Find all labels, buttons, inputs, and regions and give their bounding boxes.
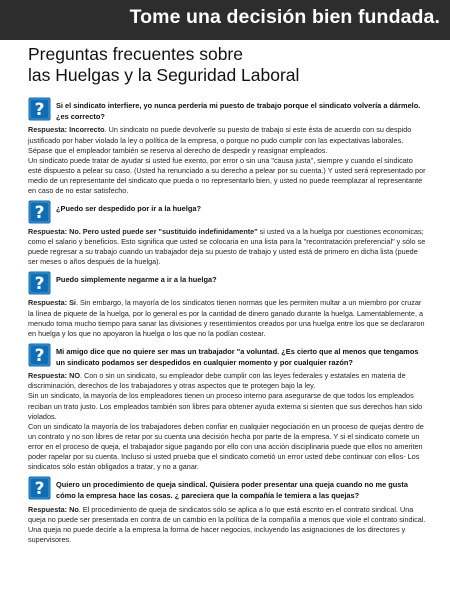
svg-text:?: ? [34, 479, 45, 500]
faq-item [28, 476, 428, 545]
faq-question: Quiero un procedimiento de queja sindical. Quisiera poder presentar una queja cuando no me gusta cómo la empresa hace las cosas. ¿ pareciera que la compañía le temiera a las quejas? [56, 480, 408, 501]
answer-paragraph [28, 505, 428, 545]
page-title [28, 44, 428, 86]
faq-list [28, 97, 428, 545]
faq-answer [28, 505, 428, 545]
svg-text:?: ? [34, 345, 45, 366]
faq-answer [28, 227, 428, 267]
answer-text: si usted va a la huelga por cuestiones economicas; como el salario y beneficios. Esto significa que usted se colocaria en una lista para la "recontratación preferencial" y sólo se puede regresar a su trabajo cuando un trabajador deja su puesto de trabajo y usted está de primero en dicha lista (puede ser meses o años después de la huelga). [28, 227, 426, 267]
answer-lead: Respuesta: Incorrecto [28, 125, 105, 135]
header-banner [0, 0, 450, 40]
faq-item [28, 343, 428, 472]
faq-answer [28, 125, 428, 196]
question-mark-icon [28, 271, 51, 295]
page-title-line-1: Preguntas frecuentes sobre [28, 44, 243, 64]
page-title-line-2: las Huelgas y la Seguridad Laboral [28, 65, 300, 85]
faq-question: ¿Puedo ser despedido por ir a la huelga? [56, 204, 201, 214]
faq-answer [28, 371, 428, 472]
question-mark-icon [28, 200, 51, 224]
faq-item [28, 200, 428, 267]
answer-lead: Respuesta: NO [28, 371, 80, 381]
svg-text:?: ? [34, 274, 45, 295]
svg-text:?: ? [34, 203, 45, 224]
answer-text: . Sin embargo, la mayoría de los sindicatos tienen normas que les permiten multar a un miembro por cruzar la línea de piquete de la huelga, por lo general es por la cantidad de dinero ganado durante la huelga. Lamentablemente, a menudo toma mucho tiempo para sanar las divisiones y resentimientos creados por una huelga entre los que se declararon en huelga y los que no apoyaron la huelga o los que no la podían costear. [28, 298, 425, 338]
answer-paragraph [28, 125, 428, 155]
answer-paragraph: Un sindicato puede tratar de ayudar si usted fue exento, por error o sin una "causa justa", siempre y cuando el sindicato esté dispuesto a pelear su caso. (Usted ha renunciado a su derecho a pelear por su cuenta.) Y usted será representado por medio de un representante del sindicato que pueda o no representarlo bien, y usted no puede reemplazar al representante en caso de no estar satisfecho. [28, 155, 426, 195]
faq-item [28, 97, 428, 196]
answer-text: . El procedimiento de queja de sindicatos sólo se aplica a lo que está escrito en el contrato sindical. Una queja no puede ser presentada en contra de un cambio en la política de la compañía a menos que viole el contrato sindical. Una queja no puede decirle a la empresa la forma de hacer negocios, incluyendo las asignaciones de los directores y supervisores. [28, 504, 426, 544]
svg-text:?: ? [34, 100, 45, 120]
answer-lead: Respuesta: No [28, 504, 79, 514]
faq-question: Puedo simplemente negarme a ir a la huelga? [56, 275, 217, 285]
faq-answer [28, 298, 428, 338]
faq-question: Mi amigo dice que no quiere ser mas un trabajador "a voluntad. ¿Es cierto que al menos que tengamos un sindicato podamos ser despedidos en cualquier momento y por cualquier razón? [56, 346, 419, 368]
answer-paragraph: Con un sindicato la mayoría de los trabajadores deben confiar en cualquier negociación en un proceso de quejas dentro de un contrato y no son libres de retar por su cuenta una decisión hecha por parte de la empresa. Y si el sindicato comete un error en el proceso de queja, el trabajador sigue pagando por ello con una acción disciplinaria puede que ellos no ameriten poder rapelar por su cuenta. Incluso si usted prueba que el sindicato cometió un error usted debe continuar con ellos- Los sindicatos sólo están obligados a tratar, y no a ganar. [28, 421, 424, 472]
answer-text: . Con o sin un sindicato, su empleador debe cumplir con las leyes federales y estatales en materia de discriminación, derechos de los trabajadores y otras aspectos que te protegen bajo la ley. [28, 371, 406, 391]
answer-paragraph [28, 298, 428, 338]
answer-lead: Respuesta: Si [28, 298, 76, 308]
banner-title: Tome una decisión bien fundada. [129, 6, 440, 28]
question-mark-icon [28, 97, 51, 121]
faq-question: Si el sindicato interfiere, yo nunca perdería mi puesto de trabajo porque el sindicato volvería a dármelo. ¿es correcto? [56, 101, 421, 122]
answer-lead: Respuesta: No. Pero usted puede ser "sustituido indefinidamente" [28, 227, 258, 237]
answer-text: . Un sindicato no puede devolverle su puesto de trabajo si este ésta de acuerdo con su despido justificado por haber violado la ley o política de la empresa, o porque no pudo cumplir con las expectativas laborales. Sépase que el empleador también se reserva al derecho de despedir y reasignar empleados. [28, 125, 412, 155]
answer-paragraph [28, 227, 428, 267]
question-mark-icon [28, 343, 51, 367]
answer-paragraph: Sin un sindicato, la mayoría de los empleadores tienen un proceso interno para asegurarse de que todos los empleados reciban un trato justo. Los empleados también son libres para obtener ayuda externa si sienten que sus derechos han sido violados. [28, 391, 423, 421]
answer-paragraph [28, 371, 428, 391]
question-mark-icon [28, 476, 51, 500]
faq-item [28, 271, 428, 338]
